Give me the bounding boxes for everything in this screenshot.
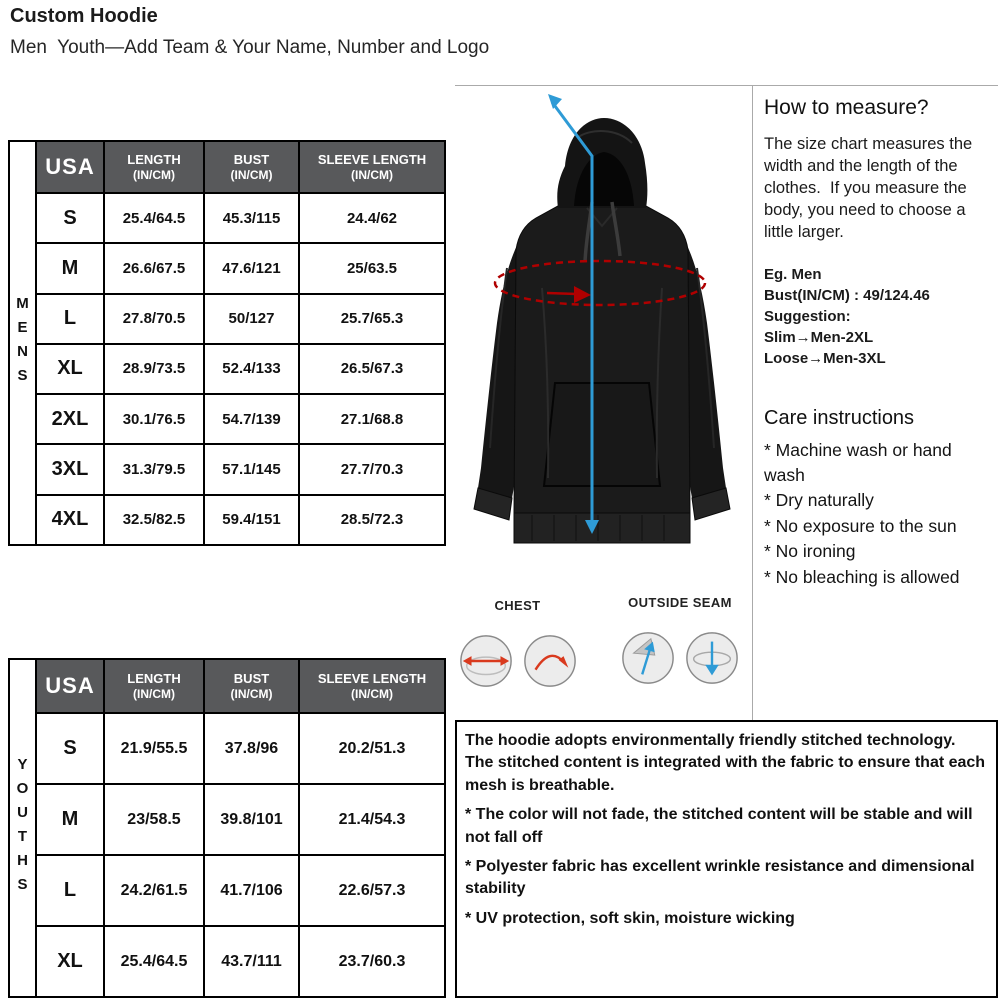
col-unit: (IN/CM) (133, 686, 175, 701)
size-cell: 2XL (36, 394, 104, 444)
page-subtitle: Men Youth—Add Team & Your Name, Number and Logo (10, 37, 490, 58)
col-unit: (IN/CM) (230, 686, 273, 701)
col-label: LENGTH (127, 671, 181, 686)
care-item: * Dry naturally (764, 490, 874, 511)
table-row (36, 294, 445, 344)
col-unit: (IN/CM) (133, 167, 175, 182)
chest-width-arrow-icon (458, 633, 514, 689)
col-label: BUST (233, 671, 270, 686)
seam-vertical-arrow-icon (684, 630, 740, 686)
hoodie-product-image (452, 88, 752, 588)
size-cell: XL (36, 344, 104, 394)
mens-col-usa: USA (36, 141, 104, 193)
description-intro: The hoodie adopts environmentally friendly stitched technology. The stitched content is integrated with the fabric to ensure that each mesh is breathable. (465, 732, 986, 794)
bust-cell: 47.6/121 (204, 243, 299, 293)
how-to-measure-heading: How to measure? (764, 96, 929, 119)
sleeve-cell: 20.2/51.3 (299, 713, 445, 784)
sleeve-cell: 25/63.5 (299, 243, 445, 293)
example-line: Loose→Men-3XL (764, 349, 886, 367)
bust-cell: 45.3/115 (204, 193, 299, 243)
bust-cell: 57.1/145 (204, 444, 299, 494)
sleeve-cell: 28.5/72.3 (299, 495, 445, 545)
bust-cell: 39.8/101 (204, 784, 299, 855)
table-row (36, 713, 445, 784)
table-row (36, 193, 445, 243)
hoodie-pocket (544, 383, 660, 486)
sleeve-cell: 25.7/65.3 (299, 294, 445, 344)
care-item: * Machine wash or hand wash (764, 439, 952, 486)
table-row (36, 444, 445, 494)
youths-size-chart (8, 658, 446, 998)
size-cell: M (36, 243, 104, 293)
bust-cell: 50/127 (204, 294, 299, 344)
col-unit: (IN/CM) (351, 167, 393, 182)
bust-cell: 52.4/133 (204, 344, 299, 394)
mens-group-label: MENS (14, 295, 31, 391)
mens-group-label-column (8, 140, 35, 546)
measure-panel (764, 96, 997, 590)
size-cell: L (36, 855, 104, 926)
bust-cell: 41.7/106 (204, 855, 299, 926)
bust-cell: 54.7/139 (204, 394, 299, 444)
youths-group-label-column (8, 658, 35, 998)
length-cell: 31.3/79.5 (104, 444, 204, 494)
length-cell: 25.4/64.5 (104, 193, 204, 243)
care-list (764, 438, 997, 590)
sleeve-cell: 23.7/60.3 (299, 926, 445, 997)
chest-diagram-group (455, 598, 580, 689)
size-cell: S (36, 193, 104, 243)
measure-body-text: The size chart measures the width and the length of the clothes. If you measure the body, you need to choose a little larger. (764, 135, 977, 241)
table-row (36, 344, 445, 394)
youths-col-usa: USA (36, 659, 104, 713)
table-row (36, 855, 445, 926)
description-bullet: * Polyester fabric has excellent wrinkle resistance and dimensional stability (465, 857, 975, 898)
col-label: LENGTH (127, 152, 181, 167)
mens-col-length (104, 141, 204, 193)
length-cell: 27.8/70.5 (104, 294, 204, 344)
mens-col-bust (204, 141, 299, 193)
outside-seam-label: OUTSIDE SEAM (628, 595, 732, 610)
col-label: SLEEVE LENGTH (317, 152, 427, 167)
care-instructions-heading: Care instructions (764, 406, 915, 429)
sleeve-cell: 26.5/67.3 (299, 344, 445, 394)
col-label: SLEEVE LENGTH (317, 671, 427, 686)
youths-group-label: YOUTHS (14, 756, 31, 900)
length-cell: 25.4/64.5 (104, 926, 204, 997)
col-unit: (IN/CM) (230, 167, 273, 182)
youths-col-sleeve (299, 659, 445, 713)
sleeve-cell: 27.1/68.8 (299, 394, 445, 444)
measure-example-block (764, 264, 997, 369)
care-item: * No exposure to the sun (764, 515, 957, 536)
size-cell: 3XL (36, 444, 104, 494)
youths-size-table (35, 658, 446, 998)
table-row (36, 784, 445, 855)
col-unit: (IN/CM) (351, 686, 393, 701)
example-line: Bust(IN/CM) : 49/124.46 (764, 286, 930, 304)
chest-label: CHEST (494, 598, 541, 613)
youths-col-bust (204, 659, 299, 713)
youths-header-row (36, 659, 445, 713)
care-item: * No ironing (764, 541, 856, 562)
size-cell: L (36, 294, 104, 344)
mens-col-sleeve (299, 141, 445, 193)
bust-cell: 43.7/111 (204, 926, 299, 997)
table-row (36, 394, 445, 444)
size-cell: XL (36, 926, 104, 997)
length-cell: 32.5/82.5 (104, 495, 204, 545)
col-label: BUST (233, 152, 270, 167)
sleeve-cell: 24.4/62 (299, 193, 445, 243)
length-cell: 21.9/55.5 (104, 713, 204, 784)
care-item: * No bleaching is allowed (764, 566, 960, 587)
mens-size-table (35, 140, 446, 546)
chest-icon-row (455, 633, 580, 689)
length-cell: 23/58.5 (104, 784, 204, 855)
description-bullet: * The color will not fade, the stitched content will be stable and will not fall off (465, 806, 973, 846)
mens-header-row (36, 141, 445, 193)
page-title: Custom Hoodie (10, 5, 158, 27)
table-row (36, 243, 445, 293)
chest-measure-curve-icon (522, 633, 578, 689)
sleeve-cell: 21.4/54.3 (299, 784, 445, 855)
example-line: Suggestion: (764, 307, 851, 325)
example-line: Eg. Men (764, 265, 822, 283)
bust-cell: 37.8/96 (204, 713, 299, 784)
table-row (36, 926, 445, 997)
size-cell: S (36, 713, 104, 784)
seam-fold-arrow-icon (620, 630, 676, 686)
bust-cell: 59.4/151 (204, 495, 299, 545)
length-cell: 28.9/73.5 (104, 344, 204, 394)
product-description-box (455, 720, 998, 998)
size-cell: M (36, 784, 104, 855)
mens-size-chart (8, 140, 446, 546)
sleeve-cell: 22.6/57.3 (299, 855, 445, 926)
sleeve-cell: 27.7/70.3 (299, 444, 445, 494)
example-line: Slim→Men-2XL (764, 328, 874, 346)
youths-col-length (104, 659, 204, 713)
length-cell: 30.1/76.5 (104, 394, 204, 444)
length-cell: 26.6/67.5 (104, 243, 204, 293)
size-cell: 4XL (36, 495, 104, 545)
top-divider-line (455, 85, 998, 86)
description-bullet: * UV protection, soft skin, moisture wicking (465, 909, 795, 927)
seam-diagram-group (605, 595, 755, 686)
seam-icon-row (605, 630, 755, 686)
length-cell: 24.2/61.5 (104, 855, 204, 926)
table-row (36, 495, 445, 545)
